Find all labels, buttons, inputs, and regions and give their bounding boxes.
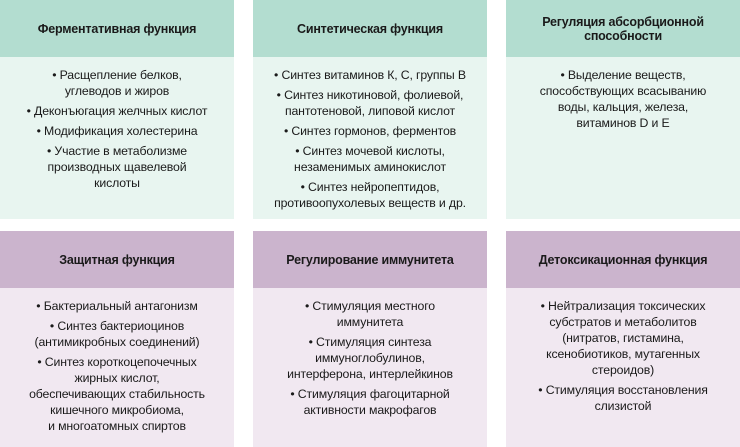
- card-synthetic-function: [253, 0, 487, 219]
- list-item: • Синтез гормонов, ферментов: [283, 124, 457, 138]
- list-item: • Синтез бактериоцинов (антимикробных соединений): [34, 319, 200, 349]
- list-item: • Синтез никотиновой, фолиевой, пантотеновой, липовой кислот: [276, 88, 464, 118]
- card-body: [253, 57, 487, 219]
- card-title: Ферментативная функция: [0, 0, 234, 57]
- card-title: Синтетическая функция: [253, 0, 487, 57]
- card-title: Детоксикационная функция: [506, 231, 740, 288]
- card-detox-function: [506, 231, 740, 447]
- card-body: [506, 288, 740, 447]
- list-item: • Синтез витаминов К, С, группы В: [274, 68, 466, 82]
- card-protective-function: [0, 231, 234, 447]
- card-body: [0, 288, 234, 447]
- card-body: [506, 57, 740, 219]
- card-immunity-regulation: [253, 231, 487, 447]
- list-item: • Синтез мочевой кислоты, незаменимых аминокислот: [294, 144, 446, 174]
- list-item: • Синтез короткоцепочечных жирных кислот, обеспечивающих стабильность кишечного микробиома, и многоатомных спиртов: [29, 355, 205, 433]
- list-item: • Бактериальный антагонизм: [36, 299, 198, 313]
- list-item: • Выделение веществ, способствующих всасыванию воды, кальция, железа, витаминов D и Е: [539, 68, 707, 130]
- card-body: [253, 288, 487, 447]
- card-absorption-regulation: [506, 0, 740, 219]
- list-item: • Участие в метаболизме производных щавелевой кислоты: [47, 144, 187, 190]
- list-item: • Нейтрализация токсических субстратов и метаболитов (нитратов, гистамина, ксенобиотиков, мутагенных стероидов): [540, 299, 706, 377]
- list-item: • Стимуляция синтеза иммуноглобулинов, интерферона, интерлейкинов: [287, 335, 453, 381]
- list-item: • Деконъюгация желчных кислот: [26, 104, 208, 118]
- card-title: Защитная функция: [0, 231, 234, 288]
- card-enzymatic-function: [0, 0, 234, 219]
- card-title: Регулирование иммунитета: [253, 231, 487, 288]
- card-body: [0, 57, 234, 219]
- list-item: • Модификация холестерина: [36, 124, 198, 138]
- card-title: Регуляция абсорбционной способности: [506, 0, 740, 57]
- list-item: • Синтез нейропептидов, противоопухолевых веществ и др.: [274, 180, 466, 210]
- list-item: • Расщепление белков, углеводов и жиров: [52, 68, 182, 98]
- list-item: • Стимуляция восстановления слизистой: [538, 383, 708, 413]
- list-item: • Стимуляция местного иммунитета: [304, 299, 435, 329]
- list-item: • Стимуляция фагоцитарной активности макрофагов: [290, 387, 450, 417]
